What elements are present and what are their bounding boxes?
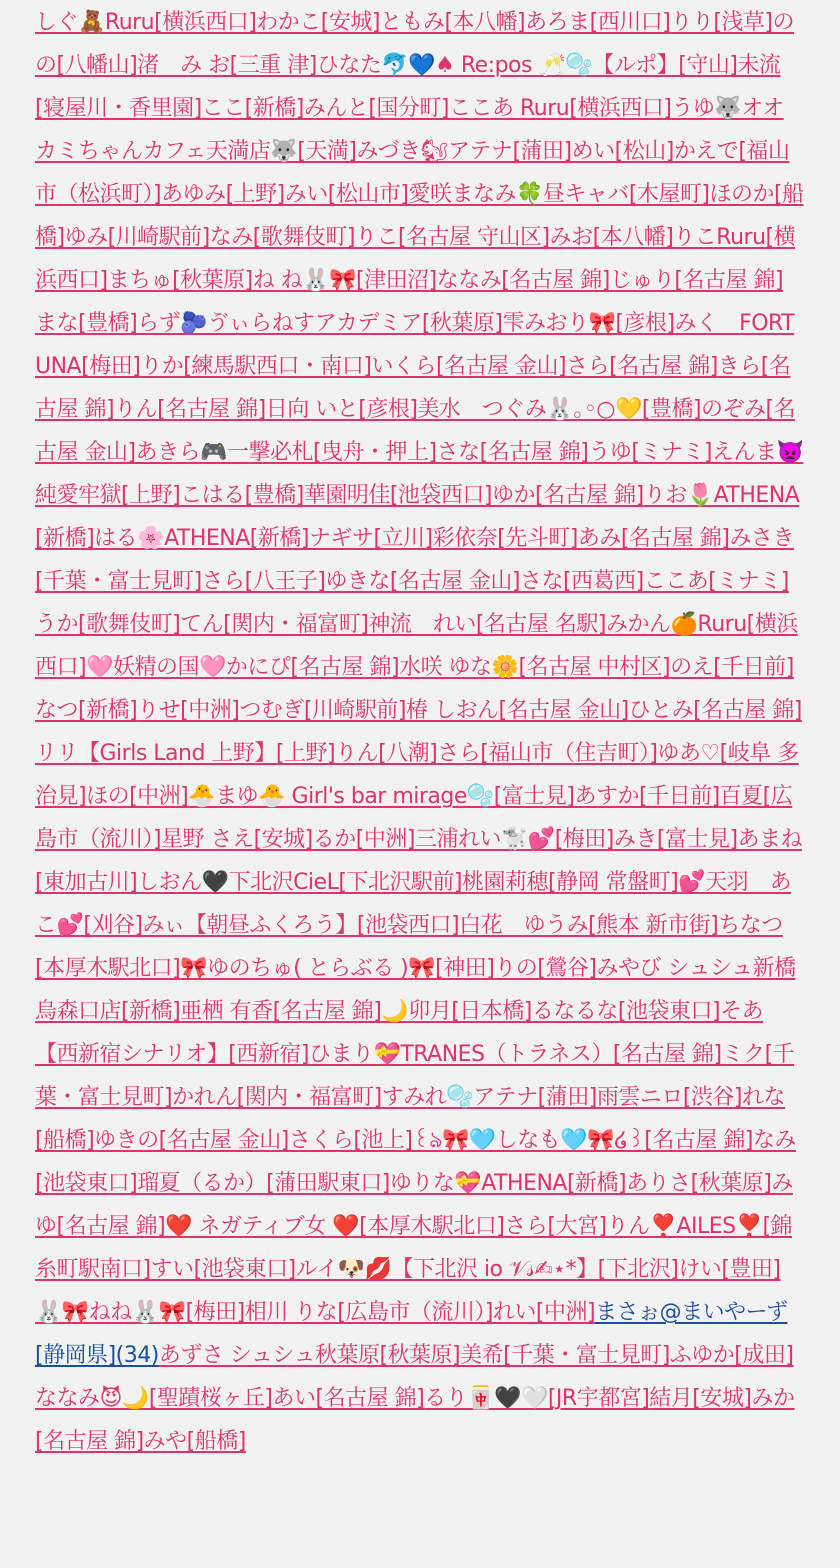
profile-link[interactable]: さら[福山市（住吉町）] [437, 741, 658, 766]
profile-link[interactable]: ひなた🐬💙♠ Re:pos 🥂🫧【ルポ】[守山] [316, 53, 738, 78]
profile-link[interactable]: 星野 さえ[安城] [161, 827, 313, 852]
profile-link[interactable]: あゆみ[上野] [161, 182, 285, 207]
profile-link[interactable]: 相川 りな[広島市（流川）] [244, 1300, 493, 1325]
profile-link[interactable]: ありさ[秋葉原] [626, 1171, 772, 1196]
profile-link[interactable]: ルイ🐶💋【下北沢 io 𝒱𝓈✍︎⋆*】[下北沢] [295, 1257, 679, 1282]
profile-link[interactable]: あすか[千日前] [574, 784, 720, 809]
profile-link[interactable]: 百夏[広島市（流川）] [35, 784, 793, 852]
profile-link[interactable]: きら[名古屋 錦] [35, 354, 791, 422]
profile-link[interactable]: 雨雲ニロ[渋谷] [596, 1085, 742, 1110]
profile-link[interactable]: 🩷妖精の国🩷 [86, 655, 226, 680]
profile-link[interactable]: ひまり💝TRANES（トラネス）[名古屋 錦] [308, 1042, 722, 1067]
profile-link[interactable]: まちゅ[秋葉原] [107, 268, 253, 293]
profile-link[interactable]: すみれ🫧アテナ[蒲田] [381, 1085, 597, 1110]
profile-link[interactable]: 日向 いと[彦根] [265, 397, 418, 422]
profile-link[interactable]: 亜栖 有香[名古屋 錦] [180, 999, 382, 1024]
profile-link[interactable]: さら[大宮] [504, 1214, 607, 1239]
profile-link[interactable]: さな[西葛西] [520, 569, 644, 594]
profile-link[interactable]: りお🌷ATHENA[新橋] [35, 483, 800, 551]
profile-link[interactable]: ほのか[船橋] [35, 182, 804, 250]
profile-link[interactable]: あみ[名古屋 錦] [577, 526, 730, 551]
profile-link[interactable]: 神流 れい[名古屋 名駅] [368, 612, 607, 637]
profile-link[interactable]: 🌙卯月[日本橋] [381, 999, 532, 1024]
profile-link[interactable]: ゆきの[名古屋 金山] [94, 1128, 289, 1153]
profile-link[interactable]: りん[八潮] [335, 741, 438, 766]
profile-link[interactable]: りの[鶯谷] [494, 956, 597, 981]
profile-link[interactable]: 瑠夏（るか）[蒲田駅東口] [137, 1171, 390, 1196]
profile-link[interactable]: なみ[歌舞伎町] [209, 225, 355, 250]
profile-link[interactable]: ゆか[名古屋 錦] [492, 483, 644, 508]
profile-link[interactable]: ここあ Ruru[横浜西口] [449, 96, 672, 121]
profile-link[interactable]: 椿 しおん[名古屋 金山] [406, 698, 629, 723]
profile-link[interactable]: みかん🍊Ruru[横浜西口] [35, 612, 798, 680]
profile-link-highlighted[interactable]: まさぉ@まいやーず[静岡県](34) [35, 1300, 788, 1368]
profile-link[interactable]: みんと[国分町] [303, 96, 450, 121]
profile-link[interactable]: るか[中洲] [312, 827, 415, 852]
profile-link[interactable]: ꒰ঌ🎀🩵しなも🩵🎀໒꒱[名古屋 錦] [412, 1128, 753, 1153]
profile-link[interactable]: しおん🖤下北沢CieL[下北沢駅前] [137, 870, 462, 895]
profile-link[interactable]: かにぴ[名古屋 錦] [225, 655, 400, 680]
profile-link[interactable]: りこRuru[横浜西口] [35, 225, 796, 293]
profile-link[interactable]: 🎀ゆのちゅ( とらぶる )🎀[神田] [180, 956, 495, 981]
profile-link[interactable]: ミク[千葉・富士見町] [35, 1042, 795, 1110]
profile-link[interactable]: ななみ[名古屋 錦] [436, 268, 610, 293]
profile-link[interactable]: りん❣️AILES❣️[錦糸町駅南口] [35, 1214, 793, 1282]
profile-link[interactable]: つむぎ[川崎駅前] [239, 698, 407, 723]
profile-link[interactable]: はる🌸ATHENA[新橋] [94, 526, 309, 551]
profile-link[interactable]: リリ【Girls Land 上野】[上野] [35, 741, 336, 766]
profile-link[interactable]: ほの[中洲] [86, 784, 189, 809]
profile-link[interactable]: けい[豊田] [678, 1257, 781, 1282]
profile-link[interactable]: ななみ😈🌙[聖蹟桜ヶ丘] [35, 1386, 273, 1411]
profile-link[interactable]: ゆきな[名古屋 金山] [325, 569, 521, 594]
profile-link[interactable]: 水咲 ゆな🌼[名古屋 中村区] [399, 655, 671, 680]
profile-link[interactable]: あい[名古屋 錦] [272, 1386, 425, 1411]
profile-link[interactable]: りり[浅草] [670, 10, 773, 35]
profile-link[interactable]: 桃園莉穂[静岡 常盤町] [462, 870, 679, 895]
profile-link[interactable]: のえ[千日前] [670, 655, 794, 680]
profile-link[interactable]: まな[豊橋] [35, 311, 138, 336]
profile-link[interactable]: 美水 つぐみ🐰｡◦○💛[豊橋] [417, 397, 702, 422]
profile-link[interactable]: 渚 み お[三重 津] [137, 53, 317, 78]
profile-link[interactable]: えんま👿純愛牢獄[上野] [35, 440, 804, 508]
profile-link[interactable]: 🐰🎀ねね🐰🎀[梅田] [35, 1300, 245, 1325]
profile-link[interactable]: れな[船橋] [35, 1085, 786, 1153]
profile-link[interactable]: めい[松山] [571, 139, 674, 164]
profile-link[interactable]: みゆ[名古屋 錦] [35, 1171, 793, 1239]
profile-link[interactable]: さくら[池上] [288, 1128, 413, 1153]
profile-link[interactable]: るなるな[池袋東口] [531, 999, 721, 1024]
profile-link[interactable]: なつ[新橋] [35, 698, 138, 723]
profile-link[interactable]: てん[関内・福富町] [180, 612, 369, 637]
profile-link[interactable]: ゆみ[川崎駅前] [64, 225, 210, 250]
profile-link[interactable]: あずさ シュシュ秋葉原[秋葉原] [158, 1343, 461, 1368]
profile-link[interactable]: るり🀄🖤🤍[JR宇都宮] [424, 1386, 650, 1411]
profile-link[interactable]: ふゆか[成田] [669, 1343, 794, 1368]
profile-link[interactable]: ❤️ ネガティブ女 ❤️[本厚木駅北口] [165, 1214, 505, 1239]
profile-link[interactable]: さな[名古屋 錦] [436, 440, 589, 465]
profile-link[interactable]: さら[八王子] [201, 569, 326, 594]
profile-link[interactable]: ナギサ[立川] [308, 526, 433, 551]
profile-link[interactable]: みお[本八幡] [549, 225, 674, 250]
profile-link[interactable]: 白花 ゆうみ[熊本 新市街] [459, 913, 719, 938]
profile-link[interactable]: 彩依奈[先斗町] [432, 526, 578, 551]
profile-link[interactable]: うか[歌舞伎町] [35, 612, 181, 637]
profile-link[interactable]: みさき[千葉・富士見町] [35, 526, 794, 594]
profile-link[interactable]: ちなつ[本厚木駅北口] [35, 913, 783, 981]
profile-link[interactable]: しぐ🧸Ruru[横浜西口] [35, 10, 257, 35]
profile-link[interactable]: ね ね🐰🎀[津田沼] [252, 268, 437, 293]
link-list [35, 0, 804, 1463]
profile-link[interactable]: なみ[池袋東口] [35, 1128, 796, 1196]
profile-link[interactable]: りん[名古屋 錦] [114, 397, 266, 422]
profile-link[interactable]: ここ[新橋] [201, 96, 304, 121]
profile-link[interactable]: あきら🎮一撃必札[曳舟・押上] [135, 440, 437, 465]
profile-link[interactable]: れい[中洲] [492, 1300, 596, 1325]
profile-link[interactable]: かれん[関内・福富町] [172, 1085, 382, 1110]
profile-link[interactable]: みやび シュシュ新橋烏森口店[新橋] [35, 956, 796, 1024]
profile-link[interactable]: みき[富士見] [613, 827, 738, 852]
profile-link[interactable]: みぃ【朝昼ふくろう】[池袋西口] [142, 913, 460, 938]
profile-link[interactable]: みづき🐿アテナ[蒲田] [356, 139, 572, 164]
profile-link[interactable]: のの[八幡山] [35, 10, 794, 78]
profile-link[interactable]: ここあ[ミナミ] [643, 569, 789, 594]
profile-link[interactable]: さら[名古屋 錦] [566, 354, 718, 379]
profile-link[interactable]: 💕天羽 あこ💕[刈谷] [35, 870, 792, 938]
profile-link[interactable]: 美希[千葉・富士見町] [460, 1343, 670, 1368]
profile-link[interactable]: みや[船橋] [143, 1429, 246, 1454]
profile-link[interactable]: わかこ[安城] [256, 10, 380, 35]
profile-link[interactable]: あまね[東加古川] [35, 827, 803, 895]
profile-link[interactable]: ともみ[本八幡] [379, 10, 526, 35]
profile-link[interactable]: いくら[名古屋 金山] [371, 354, 567, 379]
profile-link[interactable]: 🐣まゆ🐣 Girl's bar mirage🫧[富士見] [188, 784, 575, 809]
profile-link[interactable]: そあ【西新宿シナリオ】[西新宿] [35, 999, 764, 1067]
profile-link[interactable]: 三浦れい🐩💕[梅田] [414, 827, 614, 852]
profile-link[interactable]: 結月[安城] [649, 1386, 752, 1411]
profile-link[interactable]: うゆ[ミナミ] [588, 440, 712, 465]
profile-link[interactable]: ひとみ[名古屋 錦] [628, 698, 802, 723]
profile-link[interactable]: じゅり[名古屋 錦] [609, 268, 784, 293]
profile-link[interactable]: みく FORTUNA[梅田] [35, 311, 795, 379]
profile-link[interactable]: ゆりな💝ATHENA[新橋] [389, 1171, 627, 1196]
profile-link[interactable]: 未流[寝屋川・香里園] [35, 53, 781, 121]
profile-link[interactable]: 華園明佳[池袋西口] [303, 483, 493, 508]
profile-link[interactable]: 愛咲まなみ🍀昼キャバ[木屋町] [408, 182, 710, 207]
profile-link[interactable]: みい[松山市] [284, 182, 409, 207]
profile-link[interactable]: うゆ🐺オオカミちゃんカフェ天満店🐺[天満] [35, 96, 784, 164]
profile-link[interactable]: りか[練馬駅西口・南口] [140, 354, 372, 379]
profile-link[interactable]: ゆあ♡[岐阜 多治見] [35, 741, 799, 809]
profile-link[interactable]: りこ[名古屋 守山区] [354, 225, 550, 250]
profile-link[interactable]: すい[池袋東口] [150, 1257, 296, 1282]
profile-link[interactable]: こはる[豊橋] [180, 483, 304, 508]
profile-link[interactable]: かえで[福山市（松浜町）] [35, 139, 790, 207]
profile-link[interactable]: のぞみ[名古屋 金山] [35, 397, 796, 465]
profile-link[interactable]: 雫みおり🎀[彦根] [502, 311, 675, 336]
profile-link[interactable]: りせ[中洲] [137, 698, 240, 723]
profile-link[interactable]: みか[名古屋 錦] [35, 1386, 795, 1454]
profile-link[interactable]: あろま[西川口] [525, 10, 671, 35]
profile-link[interactable]: らず🫐ゔぃらねすアカデミア[秋葉原] [137, 311, 503, 336]
